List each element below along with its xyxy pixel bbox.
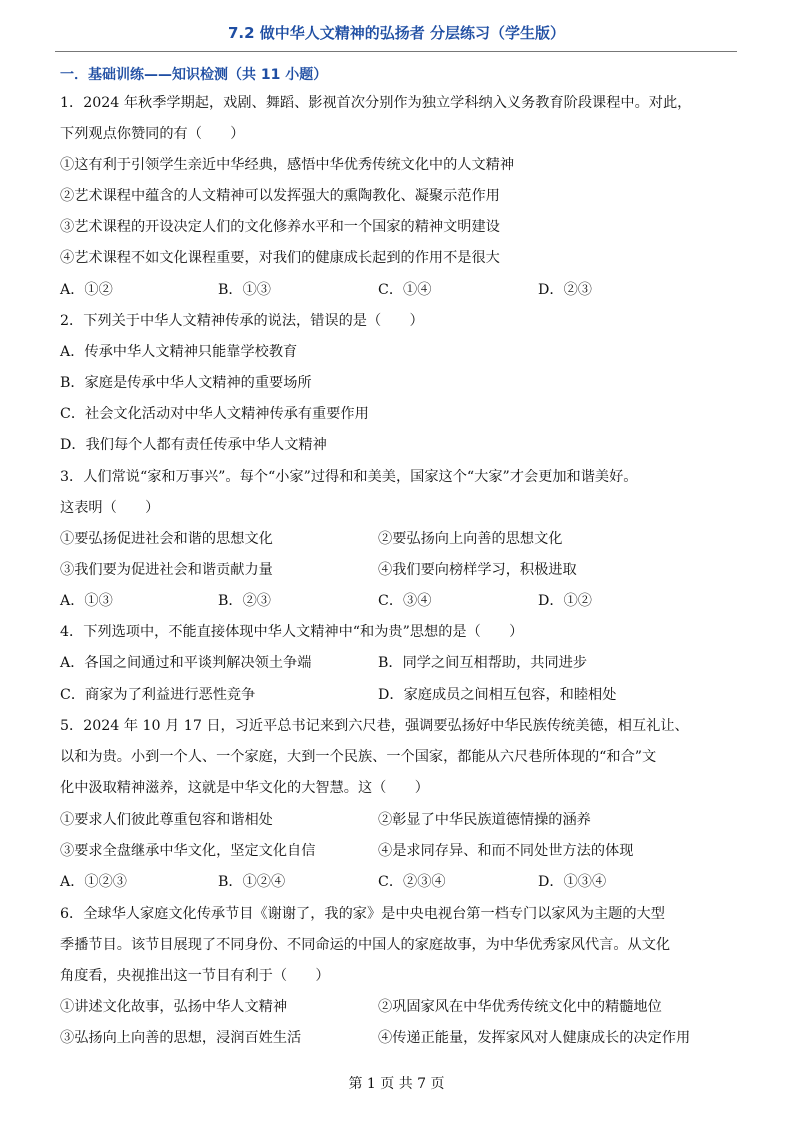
statement: ④艺术课程不如文化课程重要，对我们的健康成长起到的作用不是很大: [60, 250, 500, 266]
statement: ①要弘扬促进社会和谐的思想文化: [60, 531, 273, 547]
statement: ①讲述文化故事，弘扬中华人文精神: [60, 999, 288, 1015]
option-b: B．①②④: [218, 874, 286, 890]
option-d: D．家庭成员之间相互包容，和睦相处: [378, 687, 617, 703]
question-stem-line: 季播节目。该节目展现了不同身份、不同命运的中国人的家庭故事，为中华优秀家风代言。从文化: [60, 937, 671, 953]
statement: ①要求人们彼此尊重包容和谐相处: [60, 812, 273, 828]
question-stem-line: 以和为贵。小到一个人、一个家庭，大到一个民族、一个国家，都能从六尺巷所体现的“和合”文: [60, 749, 657, 765]
page-title: 7.2 做中华人文精神的弘扬者 分层练习（学生版）: [227, 24, 566, 42]
option-a: A．①②: [60, 282, 113, 298]
option-b: B．①③: [218, 282, 271, 298]
statement: ②彰显了中华民族道德情操的涵养: [378, 812, 591, 828]
question-stem-line: 6．全球华人家庭文化传承节目《谢谢了，我的家》是中央电视台第一档专门以家风为主题的大型: [60, 906, 665, 922]
question-stem-line: 2．下列关于中华人文精神传承的说法，错误的是（ ）: [60, 313, 424, 329]
question-stem-line: 1．2024 年秋季学期起，戏剧、舞蹈、影视首次分别作为独立学科纳入义务教育阶段课程中。对此，: [60, 95, 692, 111]
statement: ④传递正能量，发挥家风对人健康成长的决定作用: [378, 1030, 691, 1046]
option-c: C．社会文化活动对中华人文精神传承有重要作用: [60, 406, 369, 422]
option-d: D．①③④: [538, 874, 607, 890]
option-b: B．②③: [218, 593, 271, 609]
option-a: A．①③: [60, 593, 113, 609]
statement: ②要弘扬向上向善的思想文化: [378, 531, 563, 547]
option-d: D．我们每个人都有责任传承中华人文精神: [60, 437, 327, 453]
statement: ③我们要为促进社会和谐贡献力量: [60, 562, 273, 578]
question-stem-line: 4．下列选项中，不能直接体现中华人文精神中“和为贵”思想的是（ ）: [60, 624, 524, 640]
statement: ①这有利于引领学生亲近中华经典，感悟中华优秀传统文化中的人文精神: [60, 157, 515, 173]
statement: ④是求同存异、和而不同处世方法的体现: [378, 843, 634, 859]
question-stem-line: 角度看，央视推出这一节目有利于（ ）: [60, 968, 330, 984]
header-divider: [55, 51, 737, 52]
option-b: B．同学之间互相帮助，共同进步: [378, 655, 588, 671]
question-stem-line: 化中汲取精神滋养，这就是中华文化的大智慧。这（ ）: [60, 780, 429, 796]
statement: ②巩固家风在中华优秀传统文化中的精髓地位: [378, 999, 662, 1015]
statement: ③艺术课程的开设决定人们的文化修养水平和一个国家的精神文明建设: [60, 219, 500, 235]
option-a: A．传承中华人文精神只能靠学校教育: [60, 344, 298, 360]
question-stem-line: 下列观点你赞同的有（ ）: [60, 126, 245, 142]
section-heading: 一．基础训练——知识检测（共 11 小题）: [60, 67, 328, 83]
option-c: C．③④: [378, 593, 432, 609]
option-c: C．②③④: [378, 874, 446, 890]
statement: ③要求全盘继承中华文化，坚定文化自信: [60, 843, 316, 859]
option-c: C．商家为了利益进行恶性竞争: [60, 687, 256, 703]
question-stem-line: 这表明（ ）: [60, 500, 160, 516]
option-d: D．②③: [538, 282, 592, 298]
option-a: A．各国之间通过和平谈判解决领土争端: [60, 655, 312, 671]
option-d: D．①②: [538, 593, 592, 609]
question-stem-line: 5．2024 年 10 月 17 日，习近平总书记来到六尺巷，强调要弘扬好中华民族传统美德，相互礼让、: [60, 718, 689, 734]
option-a: A．①②③: [60, 874, 127, 890]
statement: ④我们要向榜样学习，积极进取: [378, 562, 577, 578]
option-c: C．①④: [378, 282, 432, 298]
option-b: B．家庭是传承中华人文精神的重要场所: [60, 375, 312, 391]
page-footer: 第 1 页 共 7 页: [348, 1076, 445, 1092]
statement: ③弘扬向上向善的思想，浸润百姓生活: [60, 1030, 302, 1046]
question-stem-line: 3．人们常说“家和万事兴”。每个“小家”过得和和美美，国家这个“大家”才会更加和谐美好。: [60, 469, 638, 485]
statement: ②艺术课程中蕴含的人文精神可以发挥强大的熏陶教化、凝聚示范作用: [60, 188, 500, 204]
